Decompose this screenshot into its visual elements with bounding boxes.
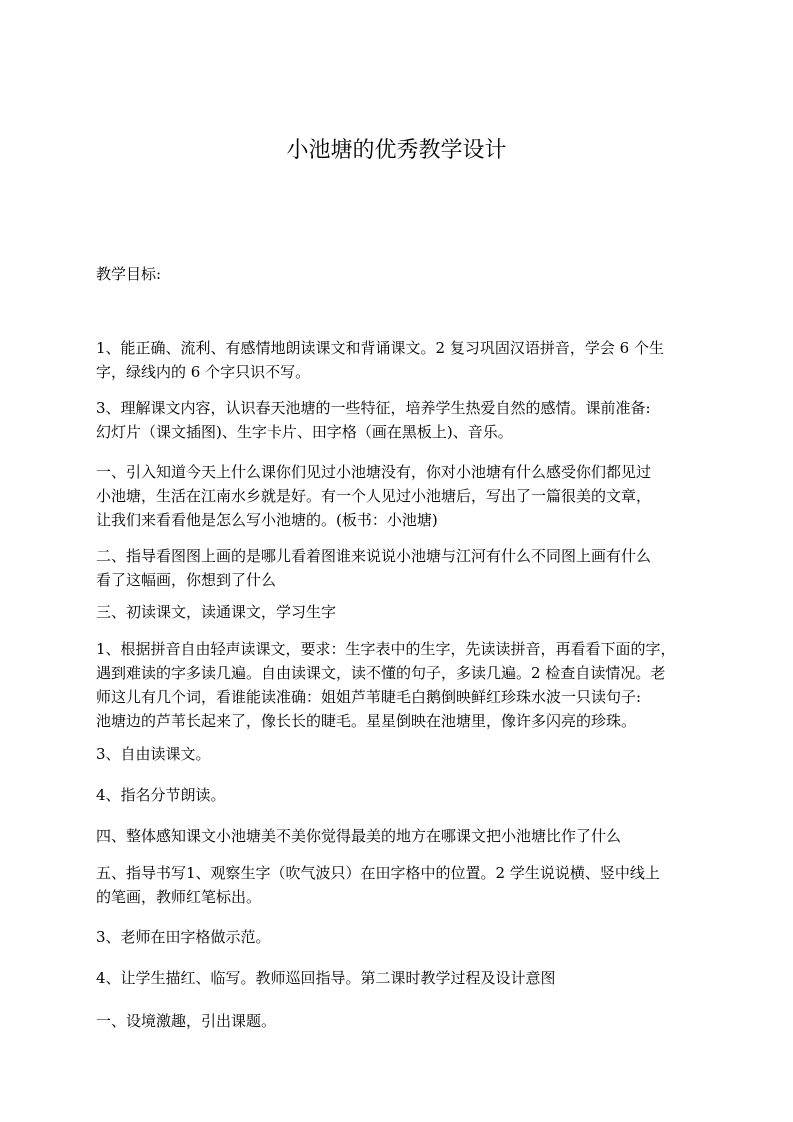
text-line: 4、指名分节朗读。	[96, 786, 226, 804]
text-line: 让我们来看看他是怎么写小池塘的。(板书：小池塘)	[96, 511, 438, 529]
text-line: 看了这幅画，你想到了什么	[96, 571, 277, 589]
text-line: 二、指导看图图上画的是哪儿看着图谁来说说小池塘与江河有什么不同图上画有什么	[96, 547, 652, 565]
paragraph-step-3-1	[96, 637, 706, 733]
paragraph-lesson-2-step-1	[96, 1009, 706, 1033]
text-line: 3、理解课文内容，认识春天池塘的一些特征，培养学生热爱自然的感情。课前准备:	[96, 399, 651, 417]
paragraph-objective-3	[96, 396, 706, 444]
paragraph-step-4	[96, 824, 706, 848]
text-line: 师这儿有几个词，看谁能读准确：姐姐芦苇睫毛白鹅倒映鲜红珍珠水波一只读句子:	[96, 688, 642, 706]
text-line: 遇到难读的字多读几遍。自由读课文，读不懂的句子，多读几遍。2 检查自读情况。老	[96, 664, 666, 682]
text-line: 1、根据拼音自由轻声读课文，要求：生字表中的生字，先读读拼音，再看看下面的字，	[96, 640, 676, 658]
paragraph-step-3-4	[96, 783, 706, 807]
text-line: 1、能正确、流利、有感情地朗读课文和背诵课文。2 复习巩固汉语拼音，学会 6 个生	[96, 339, 664, 357]
text-line: 四、整体感知课文小池塘美不美你觉得最美的地方在哪课文把小池塘比作了什么	[96, 827, 622, 845]
text-line: 五、指导书写1、观察生字（吹气波只）在田字格中的位置。2 学生说说横、竖中线上	[96, 864, 660, 882]
text-line: 教学目标:	[96, 265, 162, 283]
text-line: 幻灯片（课文插图)、生字卡片、田字格（画在黑板上)、音乐。	[96, 423, 513, 441]
paragraph-step-2	[96, 544, 706, 592]
paragraph-objective-1	[96, 336, 706, 384]
text-line: 字，绿线内的 6 个字只识不写。	[96, 363, 311, 381]
paragraph-step-1	[96, 460, 706, 532]
paragraph-step-5-4	[96, 966, 706, 990]
text-line: 的笔画，教师红笔标出。	[96, 888, 262, 906]
text-line: 3、老师在田字格做示范。	[96, 928, 271, 946]
text-line: 3、自由读课文。	[96, 745, 211, 763]
text-line: 池塘边的芦苇长起来了，像长长的睫毛。星星倒映在池塘里，像许多闪亮的珍珠。	[96, 712, 637, 730]
text-line: 三、初读课文，读通课文，学习生字	[96, 603, 337, 621]
paragraph-step-5-3	[96, 925, 706, 949]
text-line: 小池塘，生活在江南水乡就是好。有一个人见过小池塘后，写出了一篇很美的文章，	[96, 487, 652, 505]
paragraph-step-5	[96, 861, 706, 909]
text-line: 一、设境激趣，引出课题。	[96, 1012, 277, 1030]
paragraph-objectives-heading	[96, 262, 706, 286]
text-line: 一、引入知道今天上什么课你们见过小池塘没有，你对小池塘有什么感受你们都见过	[96, 463, 652, 481]
document-title: 小池塘的优秀教学设计	[286, 138, 507, 163]
text-line: 4、让学生描红、临写。教师巡回指导。第二课时教学过程及设计意图	[96, 969, 556, 987]
paragraph-step-3-3	[96, 742, 706, 766]
paragraph-step-3	[96, 600, 706, 624]
